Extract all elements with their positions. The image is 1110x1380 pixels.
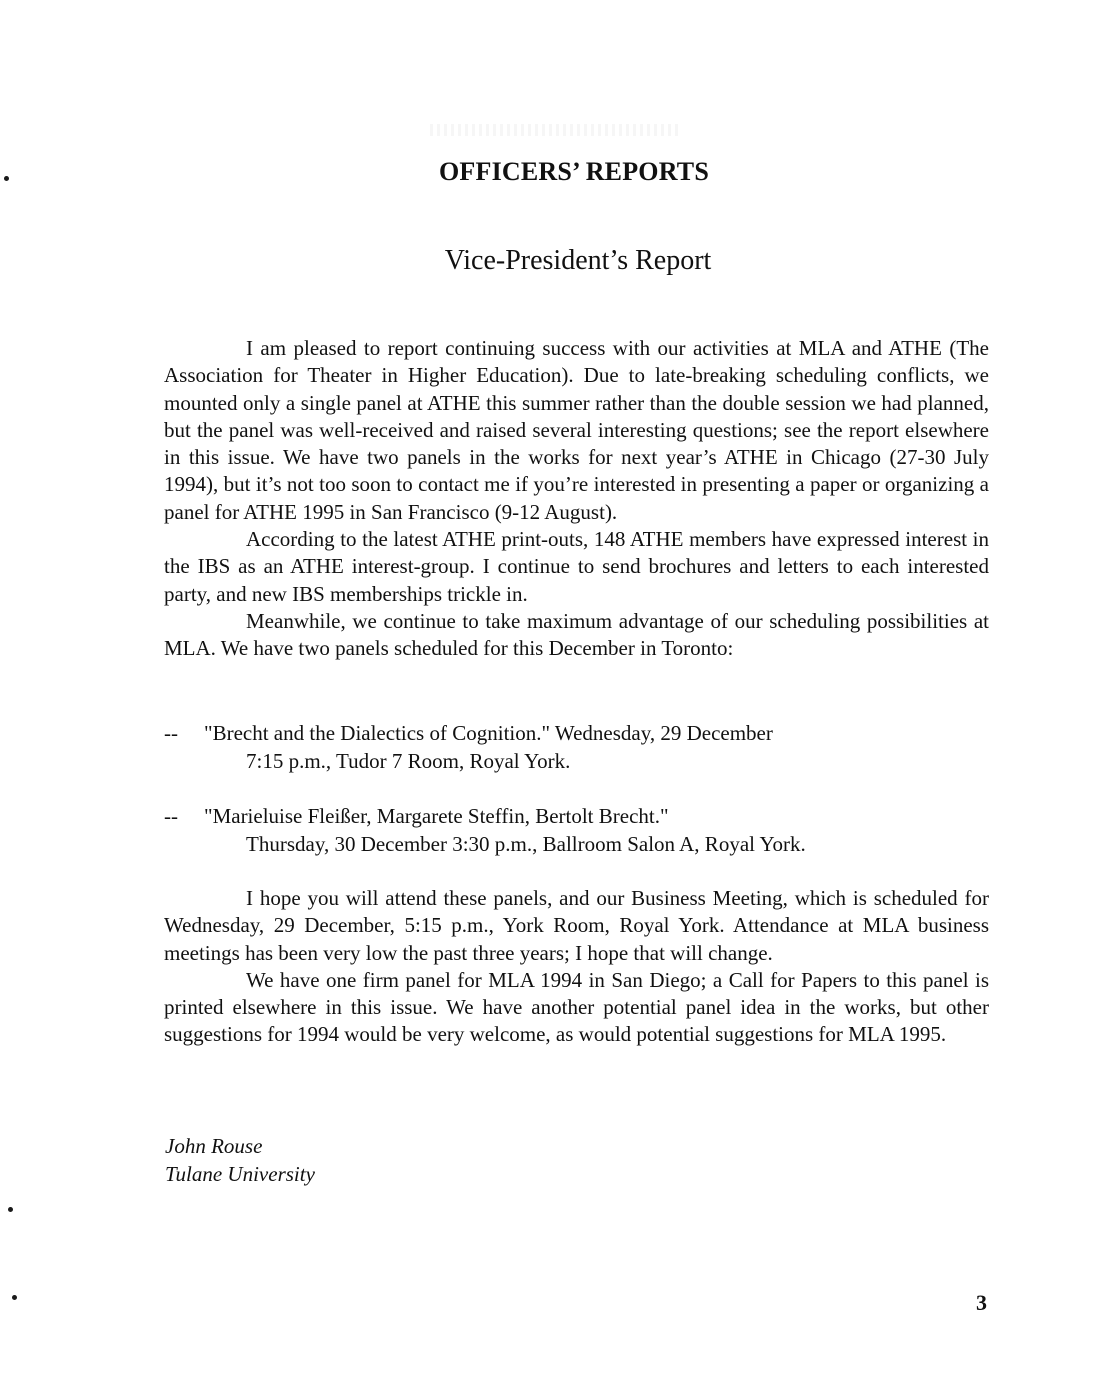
panel-details-line: 7:15 p.m., Tudor 7 Room, Royal York. (246, 749, 571, 773)
faint-smudge (430, 124, 680, 136)
report-title: Vice-President’s Report (444, 245, 712, 276)
report-body-top (164, 335, 989, 663)
section-heading: OFFICERS’ REPORTS (439, 157, 709, 186)
panel-listing (164, 719, 989, 775)
panel-title-line: "Marieluise Fleißer, Margarete Steffin, Bertolt Brecht." (204, 804, 669, 828)
margin-speck (12, 1295, 17, 1300)
paragraph: I am pleased to report continuing success with our activities at MLA and ATHE (The Association for Theater in Higher Education). Due to late-breaking scheduling conflicts, we mounted only a single panel at ATHE this summer rather than the double session we had planned, but the panel was well-received and raised several interesting questions; see the report elsewhere in this issue. We have two panels in the works for next year’s ATHE in Chicago (27-30 July 1994), but it’s not too soon to contact me if you’re interested in presenting a paper or organizing a panel for ATHE 1995 in San Francisco (9-12 August). (164, 336, 989, 524)
list-dash: -- (164, 721, 178, 745)
paragraph: Meanwhile, we continue to take maximum advantage of our scheduling possibilities at MLA. We have two panels scheduled for this December in Toronto: (164, 608, 989, 661)
signature-block (165, 1132, 315, 1188)
panel-listing (164, 802, 989, 858)
panel-details-line: Thursday, 30 December 3:30 p.m., Ballroom Salon A, Royal York. (246, 832, 806, 856)
panel-title-line: "Brecht and the Dialectics of Cognition." Wednesday, 29 December (204, 721, 773, 745)
author-name: John Rouse (165, 1134, 263, 1158)
paragraph: I hope you will attend these panels, and our Business Meeting, which is scheduled for Wednesday, 29 December, 5:15 p.m., York Room, Royal York. Attendance at MLA business meetings has been very low the past three years; I hope that will change. (164, 886, 989, 965)
paragraph: According to the latest ATHE print-outs, 148 ATHE members have expressed interest in the IBS as an ATHE interest-group. I continue to send brochures and letters to each interested party, and new IBS memberships trickle in. (164, 527, 989, 606)
paragraph: We have one firm panel for MLA 1994 in San Diego; a Call for Papers to this panel is printed elsewhere in this issue. We have another potential panel idea in the works, but other suggestions for 1994 would be very welcome, as would potential suggestions for MLA 1995. (164, 967, 989, 1047)
author-affiliation: Tulane University (165, 1162, 315, 1186)
list-dash: -- (164, 804, 178, 828)
report-body-bottom (164, 885, 989, 1049)
page-number: 3 (976, 1290, 987, 1315)
margin-speck (8, 1207, 13, 1212)
